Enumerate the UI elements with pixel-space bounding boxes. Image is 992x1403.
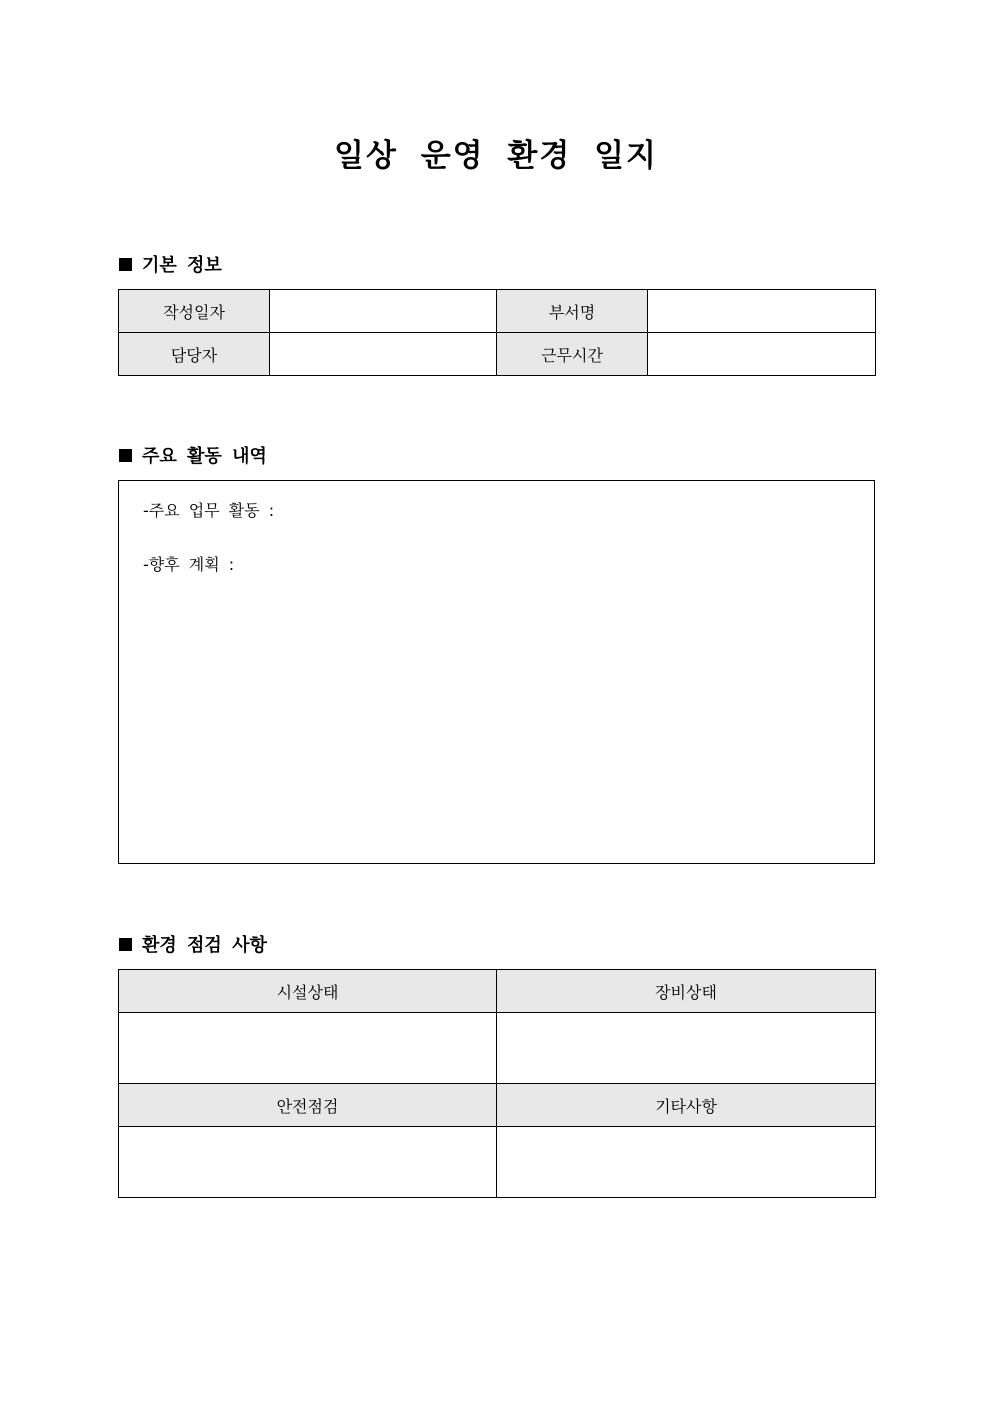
table-row [119,1127,876,1198]
facility-status-label: 시설상태 [119,970,497,1013]
section-heading-basic-info-label: 기본 정보 [142,255,222,276]
other-notes-label: 기타사항 [497,1084,876,1127]
equipment-status-field[interactable] [497,1013,876,1084]
section-heading-environment [119,931,267,957]
equipment-status-label: 장비상태 [497,970,876,1013]
work-hours-label: 근무시간 [497,333,648,376]
environment-check-table [118,969,876,1198]
facility-status-field[interactable] [119,1013,497,1084]
section-heading-environment-label: 환경 점검 사항 [142,935,267,956]
section-heading-basic-info [119,251,222,277]
square-bullet-icon [119,449,132,462]
written-date-field[interactable] [270,290,497,333]
written-date-label: 작성일자 [119,290,270,333]
safety-check-label: 안전점검 [119,1084,497,1127]
table-row [119,1084,876,1127]
safety-check-field[interactable] [119,1127,497,1198]
square-bullet-icon [119,258,132,271]
person-in-charge-label: 담당자 [119,333,270,376]
square-bullet-icon [119,938,132,951]
work-hours-field[interactable] [648,333,876,376]
section-heading-activities [119,442,267,468]
person-in-charge-field[interactable] [270,333,497,376]
table-row [119,970,876,1013]
table-row [119,1013,876,1084]
table-row [119,290,876,333]
section-heading-activities-label: 주요 활동 내역 [142,446,267,467]
department-label: 부서명 [497,290,648,333]
main-work-activity-label: -주요 업무 활동 : [143,501,275,520]
other-notes-field[interactable] [497,1127,876,1198]
basic-info-table [118,289,876,376]
table-row [119,333,876,376]
future-plan-label: -향후 계획 : [143,555,235,574]
activity-box[interactable] [118,480,875,864]
document-title: 일상 운영 환경 일지 [334,138,658,174]
department-field[interactable] [648,290,876,333]
